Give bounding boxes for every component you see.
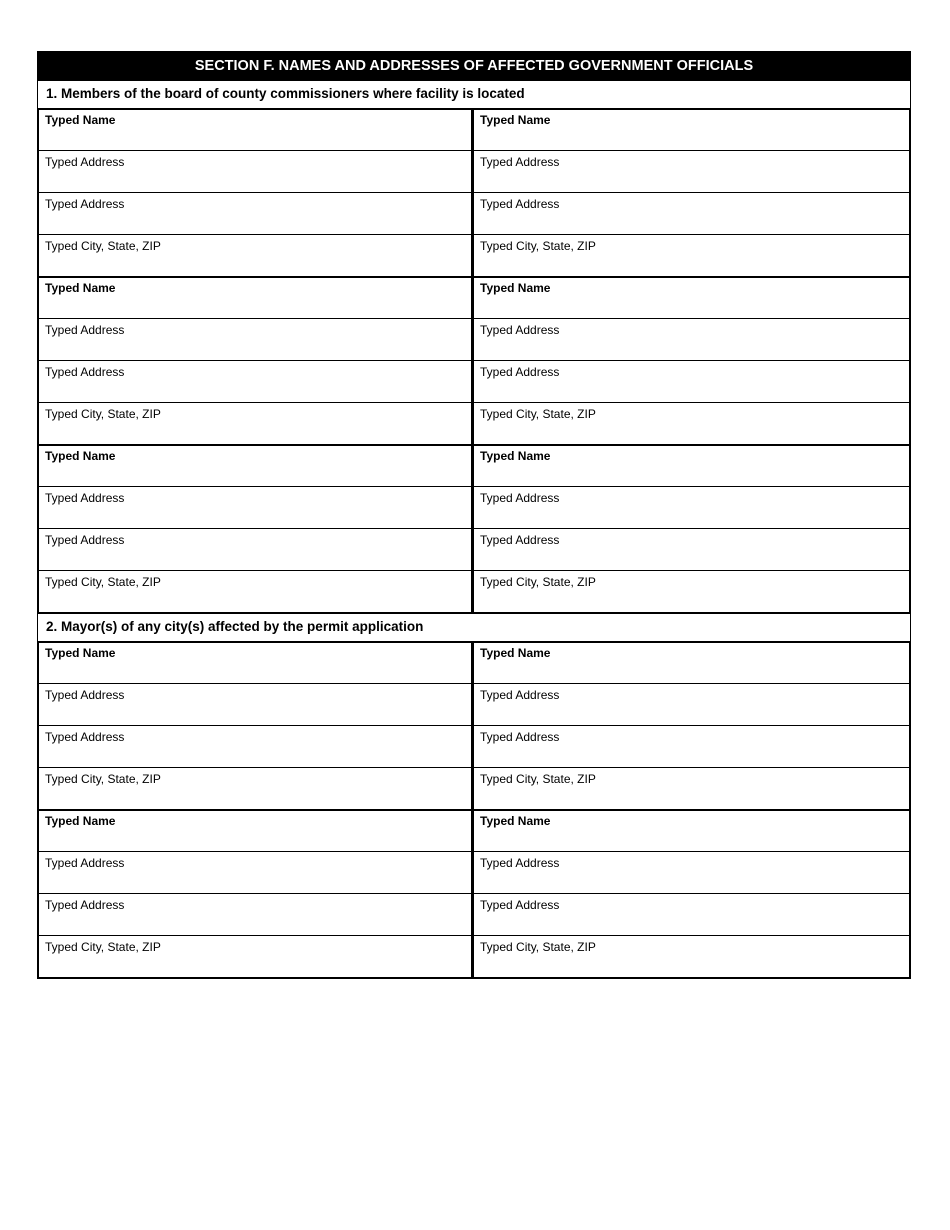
typed-address-field[interactable]: Typed Address	[39, 894, 471, 936]
typed-city-state-zip-field[interactable]: Typed City, State, ZIP	[45, 772, 161, 786]
typed-address-field[interactable]: Typed Address	[474, 726, 909, 768]
official-entry	[474, 446, 909, 612]
official-entry	[39, 110, 474, 276]
typed-name-field[interactable]: Typed Name	[474, 811, 909, 852]
typed-city-state-zip-field[interactable]: Typed City, State, ZIP	[480, 239, 596, 253]
typed-name-field[interactable]: Typed Name	[474, 643, 909, 684]
typed-address-field[interactable]: Typed Address	[39, 852, 471, 894]
typed-city-state-zip-field[interactable]: Typed City, State, ZIP	[45, 575, 161, 589]
official-entry	[39, 278, 474, 444]
section-f-form	[37, 51, 911, 979]
typed-name-field[interactable]: Typed Name	[39, 110, 471, 151]
part2-block-2	[37, 811, 911, 979]
typed-address-field[interactable]: Typed Address	[39, 151, 471, 193]
typed-name-field[interactable]: Typed Name	[474, 110, 909, 151]
official-entry	[39, 446, 474, 612]
official-entry	[474, 643, 909, 809]
typed-city-state-zip-field[interactable]: Typed City, State, ZIP	[45, 407, 161, 421]
typed-address-field[interactable]: Typed Address	[39, 361, 471, 403]
typed-city-state-zip-field[interactable]: Typed City, State, ZIP	[480, 772, 596, 786]
part1-block-3	[37, 446, 911, 614]
official-entry	[474, 278, 909, 444]
typed-name-field[interactable]: Typed Name	[474, 278, 909, 319]
typed-address-field[interactable]: Typed Address	[474, 361, 909, 403]
official-entry	[39, 811, 474, 977]
part1-block-1	[37, 110, 911, 278]
part2-block-1	[37, 643, 911, 811]
typed-city-state-zip-field[interactable]: Typed City, State, ZIP	[45, 239, 161, 253]
typed-name-field[interactable]: Typed Name	[39, 811, 471, 852]
typed-name-field[interactable]: Typed Name	[39, 278, 471, 319]
typed-city-state-zip-field[interactable]: Typed City, State, ZIP	[480, 940, 596, 954]
typed-address-field[interactable]: Typed Address	[39, 684, 471, 726]
typed-name-field[interactable]: Typed Name	[474, 446, 909, 487]
typed-address-field[interactable]: Typed Address	[39, 726, 471, 768]
typed-address-field[interactable]: Typed Address	[474, 487, 909, 529]
part1-block-2	[37, 278, 911, 446]
part2-heading: 2. Mayor(s) of any city(s) affected by the permit application	[37, 614, 911, 643]
typed-city-state-zip-field[interactable]: Typed City, State, ZIP	[480, 407, 596, 421]
typed-address-field[interactable]: Typed Address	[474, 529, 909, 571]
section-title: SECTION F. NAMES AND ADDRESSES OF AFFECTED GOVERNMENT OFFICIALS	[37, 51, 911, 81]
typed-address-field[interactable]: Typed Address	[474, 193, 909, 235]
typed-address-field[interactable]: Typed Address	[39, 529, 471, 571]
official-entry	[474, 811, 909, 977]
typed-address-field[interactable]: Typed Address	[39, 487, 471, 529]
typed-city-state-zip-field[interactable]: Typed City, State, ZIP	[45, 940, 161, 954]
part1-heading: 1. Members of the board of county commissioners where facility is located	[37, 81, 911, 110]
typed-city-state-zip-field[interactable]: Typed City, State, ZIP	[480, 575, 596, 589]
typed-address-field[interactable]: Typed Address	[474, 894, 909, 936]
typed-address-field[interactable]: Typed Address	[474, 684, 909, 726]
typed-address-field[interactable]: Typed Address	[39, 193, 471, 235]
typed-name-field[interactable]: Typed Name	[39, 643, 471, 684]
typed-address-field[interactable]: Typed Address	[474, 319, 909, 361]
official-entry	[474, 110, 909, 276]
typed-address-field[interactable]: Typed Address	[474, 852, 909, 894]
official-entry	[39, 643, 474, 809]
typed-address-field[interactable]: Typed Address	[39, 319, 471, 361]
typed-name-field[interactable]: Typed Name	[39, 446, 471, 487]
typed-address-field[interactable]: Typed Address	[474, 151, 909, 193]
